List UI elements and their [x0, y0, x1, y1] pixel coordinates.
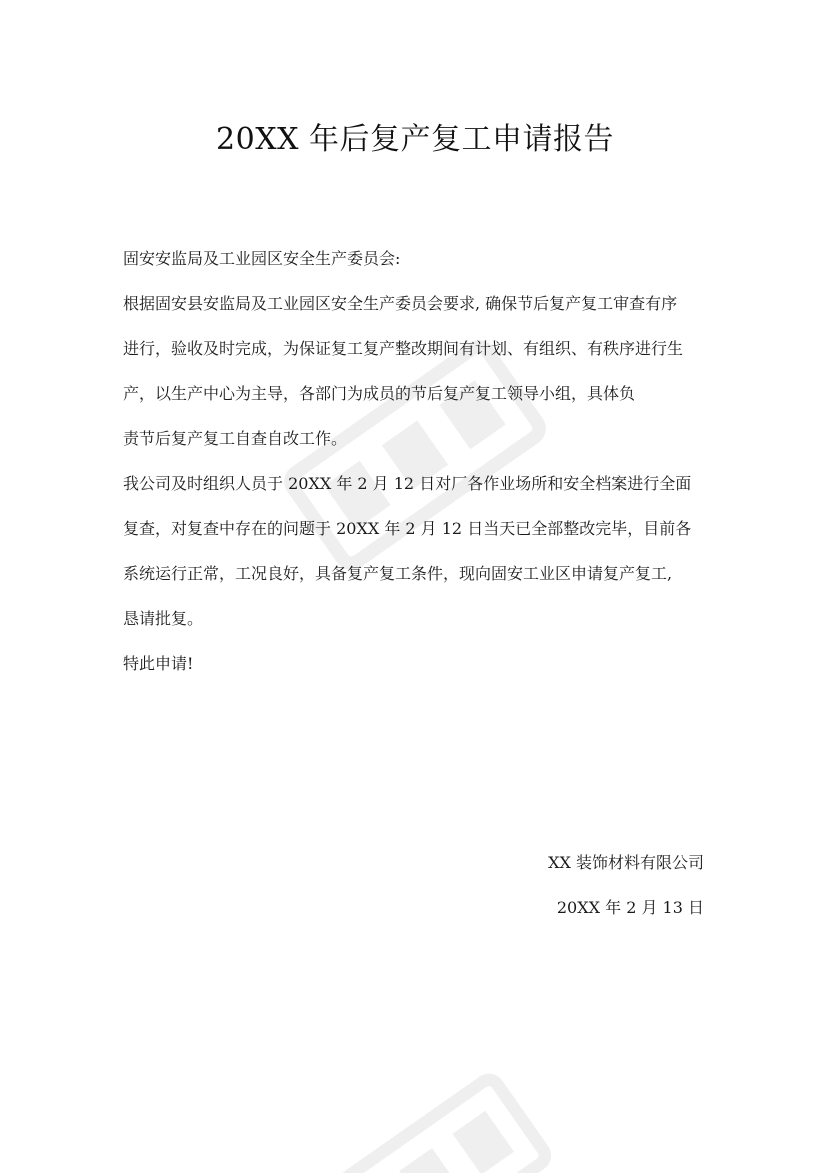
document-body: [123, 236, 723, 686]
paragraph-1-line: 产，以生产中心为主导，各部门为成员的节后复产复工领导小组，具体负: [123, 384, 636, 403]
paragraph-2-line: 我公司及时组织人员于 20XX 年 2 月 12 日对厂各作业场所和安全档案进行全面: [123, 474, 692, 493]
watermark-logo-icon: [266, 1024, 594, 1173]
paragraph-2-line: 复查，对复查中存在的问题于 20XX 年 2 月 12 日当天已全部整改完毕，目前各: [123, 519, 692, 538]
paragraph-2-line: 系统运行正常，工况良好，具备复产复工条件，现向固安工业区申请复产复工,: [123, 564, 673, 583]
salutation: 固安安监局及工业园区安全生产委员会:: [123, 249, 401, 268]
document-date: 20XX 年 2 月 13 日: [556, 898, 704, 917]
closing-text: 特此申请!: [123, 654, 194, 673]
document-title: 20XX 年后复产复工申请报告: [216, 122, 614, 157]
company-name: XX 装饰材料有限公司: [548, 853, 704, 872]
paragraph-1-line: 责节后复产复工自查自改工作。: [123, 429, 348, 448]
paragraph-1-line: 进行，验收及时完成，为保证复工复产整改期间有计划、有组织、有秩序进行生: [123, 339, 684, 358]
signature-block: [548, 840, 704, 930]
paragraph-2-line: 恳请批复。: [123, 609, 204, 628]
paragraph-1-line: 根据固安县安监局及工业园区安全生产委员会要求, 确保节后复产复工审查有序: [123, 294, 678, 313]
